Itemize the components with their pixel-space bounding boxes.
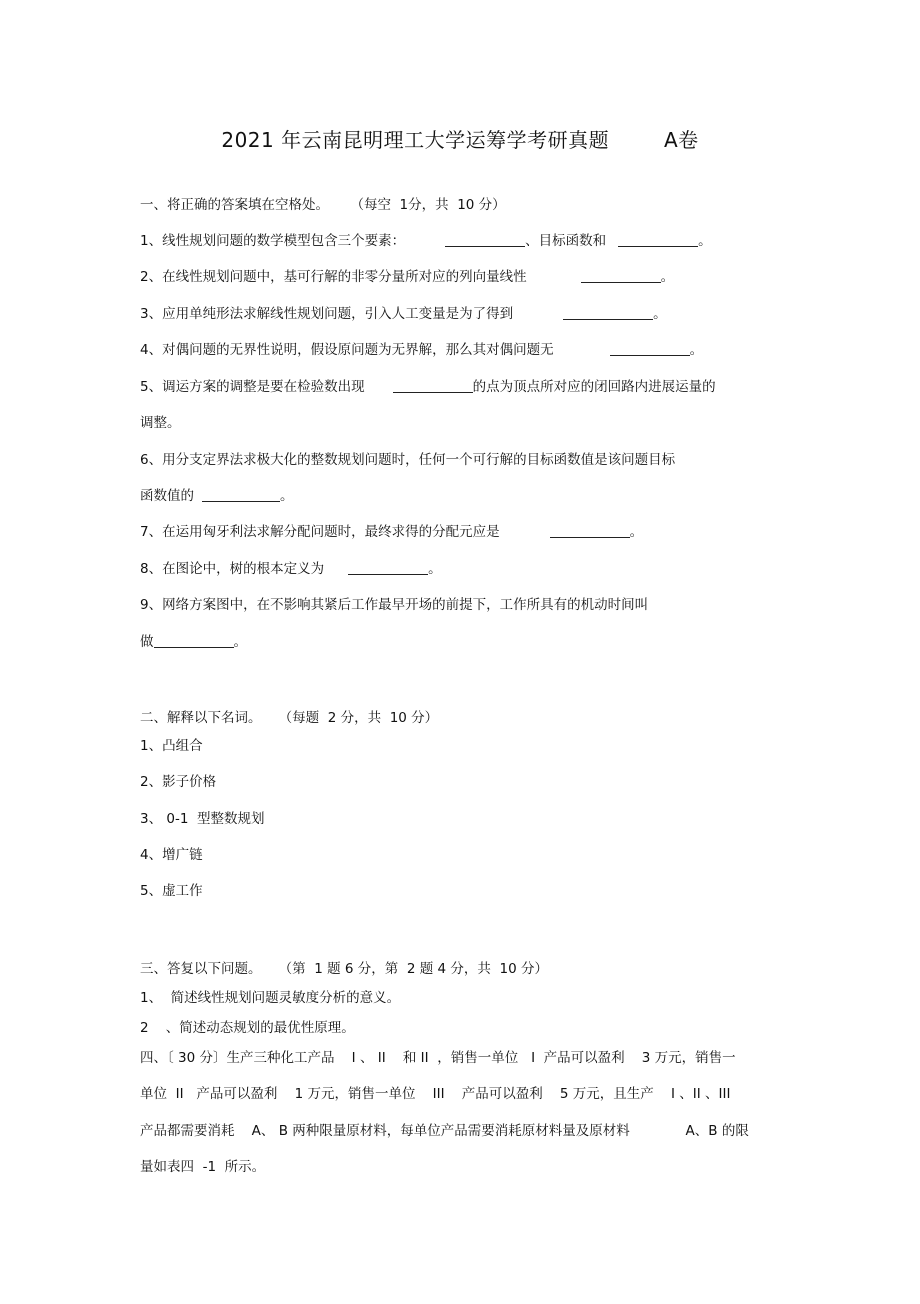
q6-text-end: 。 <box>280 488 294 504</box>
q1-text-end: 。 <box>698 233 712 249</box>
section4-line: 量如表四 -1 所示。 <box>140 1159 266 1175</box>
q3-text: 3、应用单纯形法求解线性规划问题，引入人工变量是为了得到 <box>140 306 514 322</box>
answer-blank <box>618 232 698 247</box>
question-1-5-cont: 调整。 <box>140 415 181 431</box>
page-title: 2021 年云南昆明理工大学运筹学考研真题 A卷 <box>221 128 699 152</box>
question-1-6: 6、用分支定界法求极大化的整数规划问题时，任何一个可行解的目标函数值是该问题目标 <box>140 452 676 468</box>
q5-text: 5、调运方案的调整是要在检验数出现 <box>140 379 365 395</box>
section4-line: 四、〔 30 分〕生产三种化工产品 I 、 II 和 II ，销售一单位 I 产品可以盈利 3 万元，销售一 <box>140 1050 736 1066</box>
q5-text-mid: 的点为顶点所对应的闭回路内进展运量的 <box>472 379 716 395</box>
answer-blank <box>550 523 630 538</box>
question-1-5 <box>140 378 716 396</box>
q2-text-end: 。 <box>660 269 675 285</box>
answer-blank <box>581 268 661 283</box>
question-1-7 <box>140 523 643 541</box>
term-item: 5、虚工作 <box>140 883 203 899</box>
q6-text-cont: 函数值的 <box>140 488 194 504</box>
question-1-3 <box>140 305 667 323</box>
term-item: 3、 0-1 型整数规划 <box>140 811 265 827</box>
term-item: 4、增广链 <box>140 847 203 863</box>
q9-text-cont: 做 <box>140 634 154 650</box>
answer-blank <box>154 633 234 648</box>
answer-blank <box>445 232 525 247</box>
question-1-2 <box>140 268 674 286</box>
q1-text: 1、线性规划问题的数学模型包含三个要素： <box>140 233 406 249</box>
section3-heading: 三、答复以下问题。 （第 1 题 6 分，第 2 题 4 分，共 10 分） <box>140 961 548 977</box>
section1-heading: 一、将正确的答案填在空格处。 （每空 1分，共 10 分） <box>140 197 506 213</box>
q2-text: 2、在线性规划问题中，基可行解的非零分量所对应的列向量线性 <box>140 269 527 285</box>
q9-text-end: 。 <box>233 634 247 650</box>
term-item: 1、凸组合 <box>140 738 203 754</box>
question-1-9: 9、网络方案图中，在不影响其紧后工作最早开场的前提下，工作所具有的机动时间叫 <box>140 597 649 613</box>
question-1-9-cont <box>140 633 247 651</box>
question-3-2: 2 、简述动态规划的最优性原理。 <box>140 1020 355 1036</box>
section4-line: 单位 II 产品可以盈利 1 万元，销售一单位 III 产品可以盈利 5 万元，且生产 I 、II 、III <box>140 1086 731 1102</box>
q8-text-end: 。 <box>428 561 442 577</box>
q7-text-end: 。 <box>629 524 644 540</box>
answer-blank <box>610 341 690 356</box>
term-item: 2、影子价格 <box>140 774 217 790</box>
q1-text-mid: 、目标函数和 <box>525 233 607 249</box>
question-1-4 <box>140 341 703 359</box>
q7-text: 7、在运用匈牙利法求解分配问题时，最终求得的分配元应是 <box>140 524 500 540</box>
q3-text-end: 。 <box>653 306 667 322</box>
answer-blank <box>393 378 473 393</box>
q8-text: 8、在图论中，树的根本定义为 <box>140 561 325 577</box>
question-1-1 <box>140 232 712 250</box>
section4-line: 产品都需要消耗 A、 B 两种限量原材料，每单位产品需要消耗原材料量及原材料 A、B 的限 <box>140 1123 749 1139</box>
q4-text: 4、对偶问题的无界性说明，假设原问题为无界解，那么其对偶问题无 <box>140 342 554 358</box>
section2-heading: 二、解释以下名词。 （每题 2 分，共 10 分） <box>140 710 439 726</box>
question-1-8 <box>140 560 442 578</box>
q4-text-end: 。 <box>689 342 704 358</box>
answer-blank <box>563 305 653 320</box>
question-3-1: 1、 简述线性规划问题灵敏度分析的意义。 <box>140 990 401 1006</box>
question-1-6-cont <box>140 487 294 505</box>
answer-blank <box>202 487 280 502</box>
answer-blank <box>348 560 428 575</box>
